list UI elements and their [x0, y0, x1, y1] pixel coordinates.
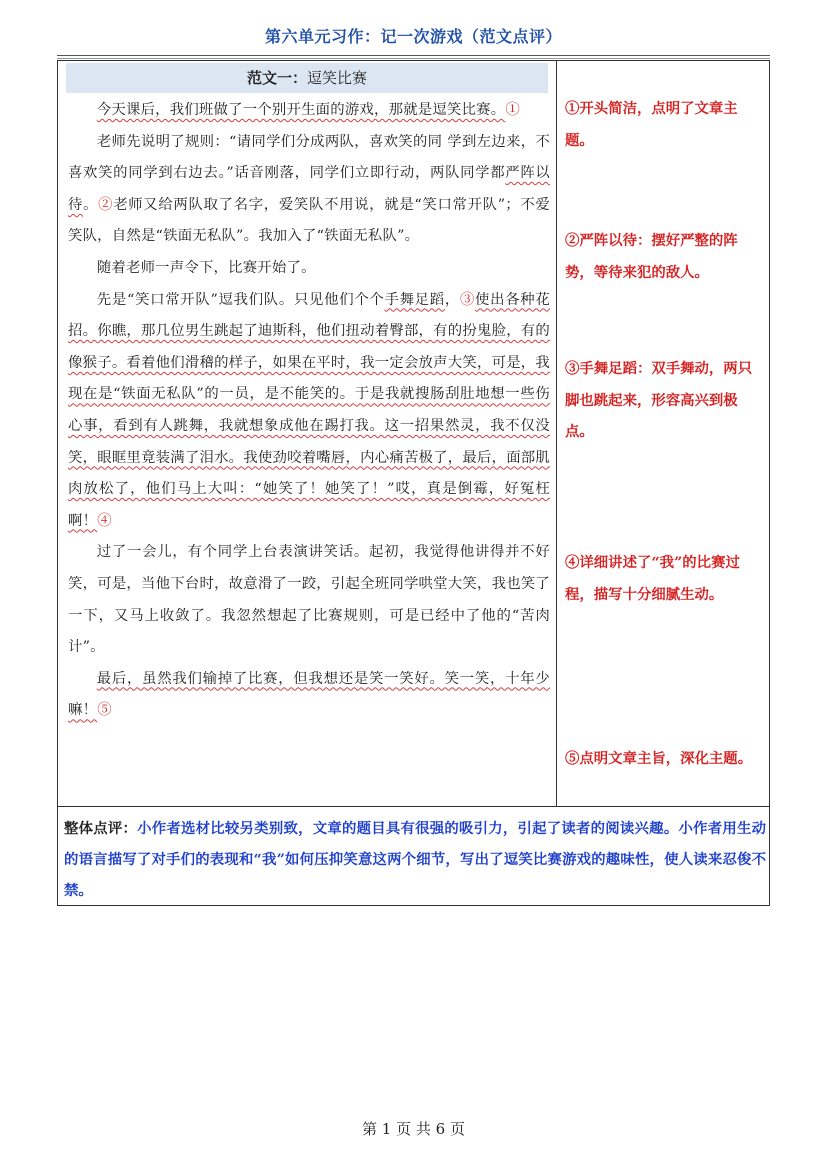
- p4-idiom: 手舞足蹈: [384, 291, 445, 308]
- essay-body: [68, 95, 550, 727]
- paragraph-1: [68, 95, 550, 127]
- p2-text-d: 老师又给两队取了名字，爱笑队不用说，就是“笑口常开队”；不爱笑队，自然是“铁面无私队”。我加入了“铁面无私队”。: [68, 196, 550, 245]
- annotation-marker-2: ②: [98, 196, 114, 213]
- document-title: 第六单元习作：记一次游戏（范文点评）: [264, 27, 562, 46]
- page-number: 第 1 页 共 6 页: [362, 1120, 465, 1138]
- p1-text: 今天课后，我们班做了一个别开生面的游戏，那就是逗笑比赛。: [96, 102, 506, 118]
- annotation-marker-3: ③: [459, 291, 476, 308]
- p4-text-c: ，: [444, 291, 460, 308]
- paragraph-2: [68, 127, 550, 253]
- p2-text-c: 。: [83, 196, 99, 213]
- p6-text: 最后，虽然我们输掉了比赛，但我想还是笑一笑好。笑一笑，十年少嘛！: [68, 670, 550, 719]
- note-4: ④详细讲述了“我”的比赛过程，描写十分细腻生动。: [565, 554, 740, 603]
- note-5: ⑤点明文章主旨，深化主题。: [565, 750, 753, 767]
- essay-label: 范文一：: [246, 69, 307, 87]
- p4-text-a: 先是“笑口常开队”逗我们队。只见他们个个: [96, 291, 385, 308]
- summary-text: 小作者选材比较另类别致，文章的题目具有很强的吸引力，引起了读者的阅读兴趣。小作者用生动的语言描写了对手们的表现和“我”如何压抑笑意这两个细节，写出了逗笑比赛游戏的趣味性，使人读来忍俊不禁。: [64, 820, 766, 899]
- summary-label: 整体点评：: [64, 820, 138, 837]
- note-3: ③手舞足蹈：双手舞动，两只脚也跳起来，形容高兴到极点。: [565, 360, 753, 441]
- title-rule-secondary: [57, 58, 770, 59]
- note-2: ②严阵以待：摆好严整的阵势，等待来犯的敌人。: [565, 232, 738, 281]
- p4-text-d: 使出各种花招。你瞧，那几位男生跳起了迪斯科，他们扭动着臀部，有的扮鬼脸，有的像猴子。看着他们滑稽的样子，如果在平时，我一定会放声大笑，可是，我现在是“铁面无私队”的一员，是不能笑的。于是我就搜肠刮肚地想一些伤心事，看到有人跳舞，我就想象成他在踢打我。这一招果然灵，我不仅没笑，眼眶里竟装满了泪水。我使劲咬着嘴唇，内心痛苦极了，最后，面部肌肉放松了，他们马上大叫：“她笑了！她笑了！”哎，真是倒霉，好冤枉啊！: [68, 291, 550, 529]
- overall-comment: [64, 813, 766, 906]
- column-divider: [556, 61, 557, 806]
- annotation-marker-5: ⑤: [97, 702, 112, 719]
- paragraph-5: 过了一会儿，有个同学上台表演讲笑话。起初，我觉得他讲得并不好笑，可是，当他下台时，故意滑了一跤，引起全班同学哄堂大笑，我也笑了一下，又马上收敛了。我忽然想起了比赛规则，可是已经中了他的“苦肉计”。: [68, 544, 550, 656]
- essay-heading: [66, 63, 548, 93]
- note-1: ①开头简洁，点明了文章主题。: [565, 100, 738, 149]
- p2-idiom: 严阵以待: [68, 165, 550, 213]
- annotation-marker-1: ①: [505, 102, 520, 118]
- paragraph-4: [68, 285, 550, 538]
- summary-box: [57, 805, 770, 906]
- essay-title: 逗笑比赛: [307, 69, 368, 87]
- paragraph-3: 随着老师一声令下，比赛开始了。: [96, 259, 316, 276]
- paragraph-6: [68, 664, 550, 727]
- essay-table: [57, 60, 770, 807]
- p2-text-a: 老师先说明了规则：“请同学们分成两队，喜欢笑的同 学到左边来，不喜欢笑的同学到右边去。”话音刚落，同学们立即行动，两队同学都: [68, 133, 550, 182]
- annotation-marker-4: ④: [97, 512, 112, 529]
- title-rule: [57, 55, 770, 56]
